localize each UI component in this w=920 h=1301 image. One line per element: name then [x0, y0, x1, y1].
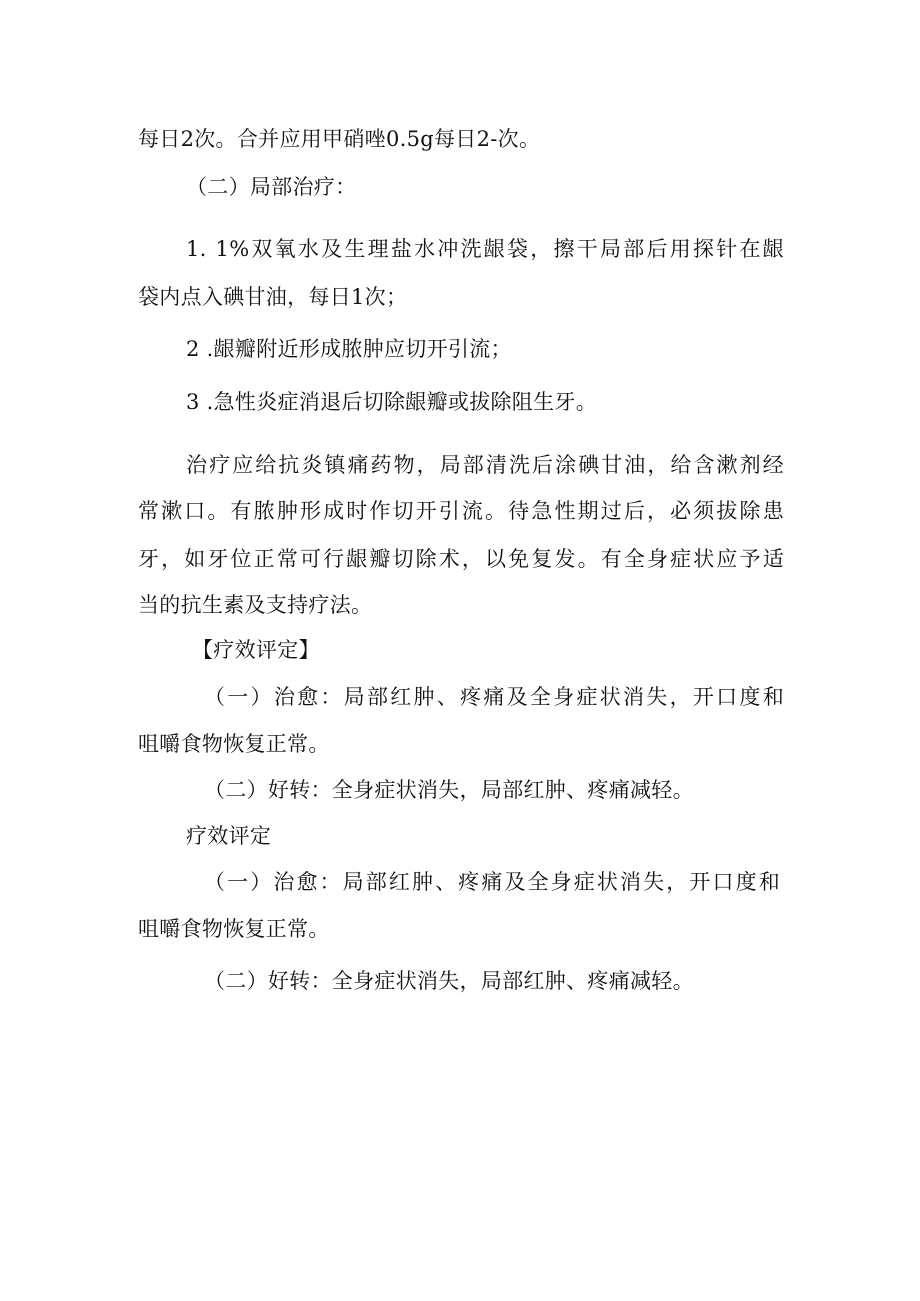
text-line-18: （二）好转：全身症状消失，局部红肿、疼痛减轻。 [204, 969, 694, 993]
section-heading-local-treatment: （二）局部治疗： [186, 175, 357, 199]
text-line-10: 当的抗生素及支持疗法。 [138, 593, 373, 617]
text-line-16: （一）治愈：局部红肿、疼痛及全身症状消失，开口度和 [204, 870, 780, 894]
text-line-6: 3 .急性炎症消退后切除龈瓣或拔除阻生牙。 [186, 390, 598, 414]
text-line-17: 咀嚼食物恢复正常。 [138, 917, 330, 941]
text-line-13: 咀嚼食物恢复正常。 [138, 732, 330, 756]
text-line-14: （二）好转：全身症状消失，局部红肿、疼痛减轻。 [204, 778, 694, 802]
text-line-1: 每日2次。合并应用甲硝唑0.5g每日2-次。 [138, 127, 541, 151]
text-line-12: （一）治愈：局部红肿、疼痛及全身症状消失，开口度和 [204, 685, 784, 709]
text-line-8: 常漱口。有脓肿形成时作切开引流。待急性期过后，必须拔除患 [138, 499, 784, 523]
text-line-9: 牙，如牙位正常可行龈瓣切除术，以免复发。有全身症状应予适 [138, 547, 784, 571]
section-heading-efficacy: 【疗效评定】 [192, 638, 320, 662]
section-heading-efficacy-plain: 疗效评定 [186, 824, 272, 848]
text-line-7: 治疗应给抗炎镇痛药物，局部清洗后涂碘甘油，给含漱剂经 [186, 453, 784, 477]
text-line-5: 2 .龈瓣附近形成脓肿应切开引流； [186, 337, 512, 361]
text-line-4: 袋内点入碘甘油，每日1次； [138, 285, 408, 309]
text-line-3: 1. 1%双氧水及生理盐水冲洗龈袋，擦干局部后用探针在龈 [186, 237, 784, 261]
